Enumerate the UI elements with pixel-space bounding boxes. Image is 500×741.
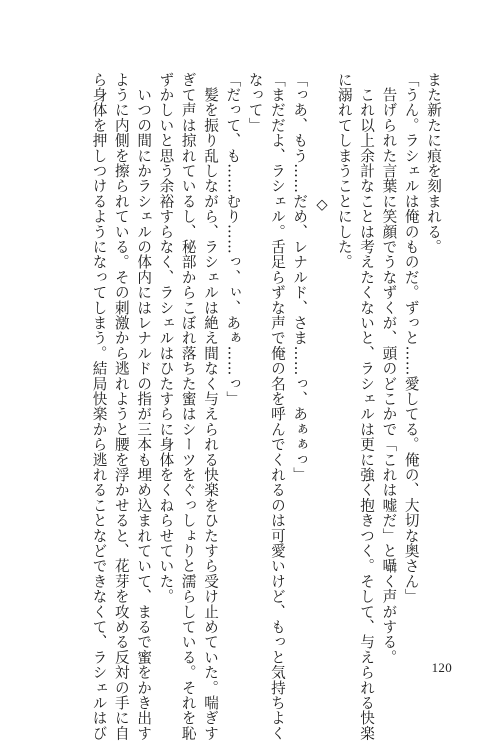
page-number: 120 bbox=[431, 660, 452, 675]
text-line: 告げられた言葉に笑顔でうなずくが、頭のどこかで「これは嘘だ」と囁く声がする。 bbox=[380, 72, 398, 665]
text-line: これ以上余計なことは考えたくないと、ラシェルは更に強く抱きつく。そして、与えられる快楽 bbox=[358, 72, 376, 741]
text-line: 「っあ、もう……だめ、レナルド、さま……っ、あぁぁっ」 bbox=[291, 72, 309, 483]
text-line: ずかしいと思う余裕すらなく、ラシェルはひたすらに身体をくねらせていた。 bbox=[157, 72, 175, 604]
text-line: 「うん。ラシェルは俺のものだ。ずっと……愛してる。俺の、大切な奥さん」 bbox=[402, 72, 420, 604]
scene-break-diamond: ◇ bbox=[313, 196, 331, 214]
text-line: ぎて声は掠れているし、秘部からこぼれ落ちた蜜はシーツをぐっしょりと濡らしている。それを恥 bbox=[179, 72, 197, 741]
text-line: 髪を振り乱しながら、ラシェルは絶え間なく与えられる快楽をひたすら受け止めていた。喘ぎす bbox=[202, 72, 220, 741]
text-line: また新たに痕を刻まれる。 bbox=[425, 72, 442, 255]
text-line: なって」 bbox=[246, 72, 264, 133]
text-line: 「まだだよ、ラシェル。舌足らずな声で俺の名を呼んでくれるのは可愛いけど、もっと気持ちよく bbox=[268, 72, 286, 741]
text-line: に溺れてしまうことにした。 bbox=[335, 72, 353, 270]
text-line: いつの間にかラシェルの体内にはレナルドの指が三本も埋め込まれていて、まるで蜜をかき出す bbox=[135, 72, 153, 741]
text-line: ように内側を擦られている。その刺激から逃れようと腰を浮かせると、花芽を攻める反対の手に自 bbox=[112, 72, 130, 741]
text-line: 「だって、も……むり……っ、ぃ、あぁ……っ」 bbox=[224, 72, 242, 407]
text-line: ら身体を押しつけるようになってしまう。結局快楽から逃れることなどできなくて、ラシェルはび bbox=[90, 72, 108, 741]
